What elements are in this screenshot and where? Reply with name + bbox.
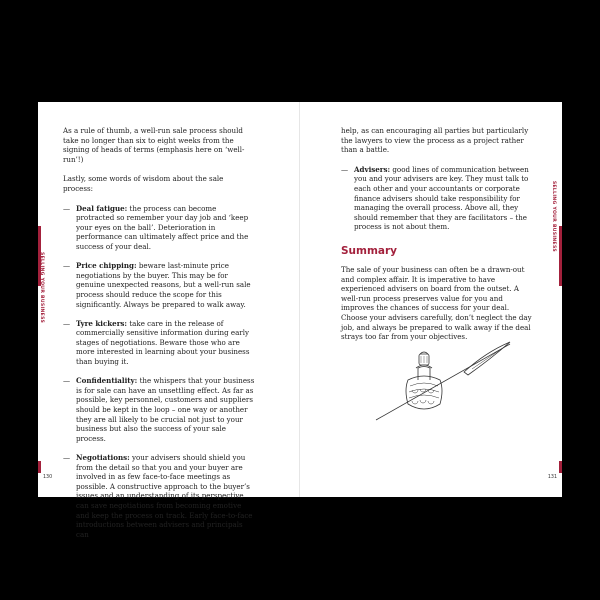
list-item bbox=[63, 261, 255, 309]
list-item bbox=[341, 165, 533, 232]
lead-in-paragraph: Lastly, some words of wisdom about the sale process: bbox=[63, 174, 224, 193]
continuation-paragraph: help, as can encouraging all parties but particularly the lawyers to view the process as a project rather than a battle. bbox=[341, 126, 529, 155]
section-side-label: SELLING YOUR BUSINESS bbox=[39, 252, 44, 324]
list-item bbox=[63, 204, 255, 252]
folio-marker bbox=[559, 461, 562, 473]
list-item-text: take care in the release of commercially sensitive information during early stages of negotiations. Beware those who are more interested in learning about your business than buying it. bbox=[76, 318, 250, 367]
left-page bbox=[38, 102, 300, 539]
list-item-text: the whispers that your business is for sale can have an unsettling effect. As far as possible, key personnel, customers and suppliers should be kept in the loop – one way or another they are all likely to be crucial not just to your business but also the success of your sale process. bbox=[76, 376, 255, 443]
dash-bullet: — bbox=[341, 164, 349, 174]
section-side-label: SELLING YOUR BUSINESS bbox=[551, 180, 556, 252]
dash-bullet: — bbox=[63, 203, 71, 213]
dash-bullet: — bbox=[63, 318, 71, 328]
list-item bbox=[63, 376, 255, 443]
list-item-term: Price chipping: bbox=[76, 261, 137, 271]
list-item-term: Negotiations: bbox=[76, 453, 130, 462]
right-text-column bbox=[341, 126, 533, 352]
list-item-term: Deal fatigue: bbox=[76, 203, 128, 213]
folio-marker bbox=[38, 461, 41, 473]
ink-bottle-and-quill-icon bbox=[368, 328, 518, 424]
list-item-text: beware last-minute price negotiations by the buyer. This may be for genuine unexpected reasons, but a well-run sale process should reduce the scope for this significantly. Always be prepared to walk away. bbox=[76, 261, 251, 309]
right-page bbox=[300, 102, 562, 497]
list-item-term: Confidentiality: bbox=[76, 376, 138, 386]
summary-heading: Summary bbox=[341, 244, 398, 257]
page-number: 130 bbox=[43, 475, 53, 480]
list-item-text: good lines of communication between you and your advisers are key. They must talk to each other and your accountants or corporate finance advisers should take responsibility for managing the overall process. Above all, they should remember that they are facilitators – the process is not about them. bbox=[354, 164, 529, 232]
list-item-text: the process can become protracted so remember your day job and ‘keep your eyes on the ball’. Deterioration in performance can ultimately affect price and the success of your deal. bbox=[76, 203, 249, 251]
dash-bullet: — bbox=[63, 376, 71, 386]
list-item-term: Tyre kickers: bbox=[76, 318, 128, 328]
dash-bullet: — bbox=[63, 261, 71, 271]
summary-paragraph: The sale of your business can often be a drawn-out and complex affair. It is imperative to have experienced advisers on board from the outset. A well-run process preserves value for you and improves the chances of success for your deal. Choose your advisers carefully, don’t neglect the day job, and always be prepared to walk away if the deal strays too far from your objectives. bbox=[341, 264, 532, 342]
list-item bbox=[63, 453, 255, 539]
intro-paragraph: As a rule of thumb, a well-run sale process should take no longer than six to eight weeks from the signing of heads of terms (emphasis here on ‘well-run’!) bbox=[63, 126, 245, 164]
list-item-term: Advisers: bbox=[354, 164, 391, 174]
list-item bbox=[63, 319, 255, 367]
dash-bullet: — bbox=[63, 453, 71, 462]
left-text-column bbox=[63, 126, 255, 549]
list-item-text: your advisers should shield you from the detail so that you and your buyer are involved in as few face-to-face meetings as possible. A constructive approach to the buyer’s issues and an understanding of its perspective can save negotiations from becoming emotive and keep the process on track. Early face-to-face introductions between advisers and principals can bbox=[76, 453, 253, 539]
section-tab-marker bbox=[559, 226, 562, 286]
page-number: 131 bbox=[547, 475, 557, 480]
